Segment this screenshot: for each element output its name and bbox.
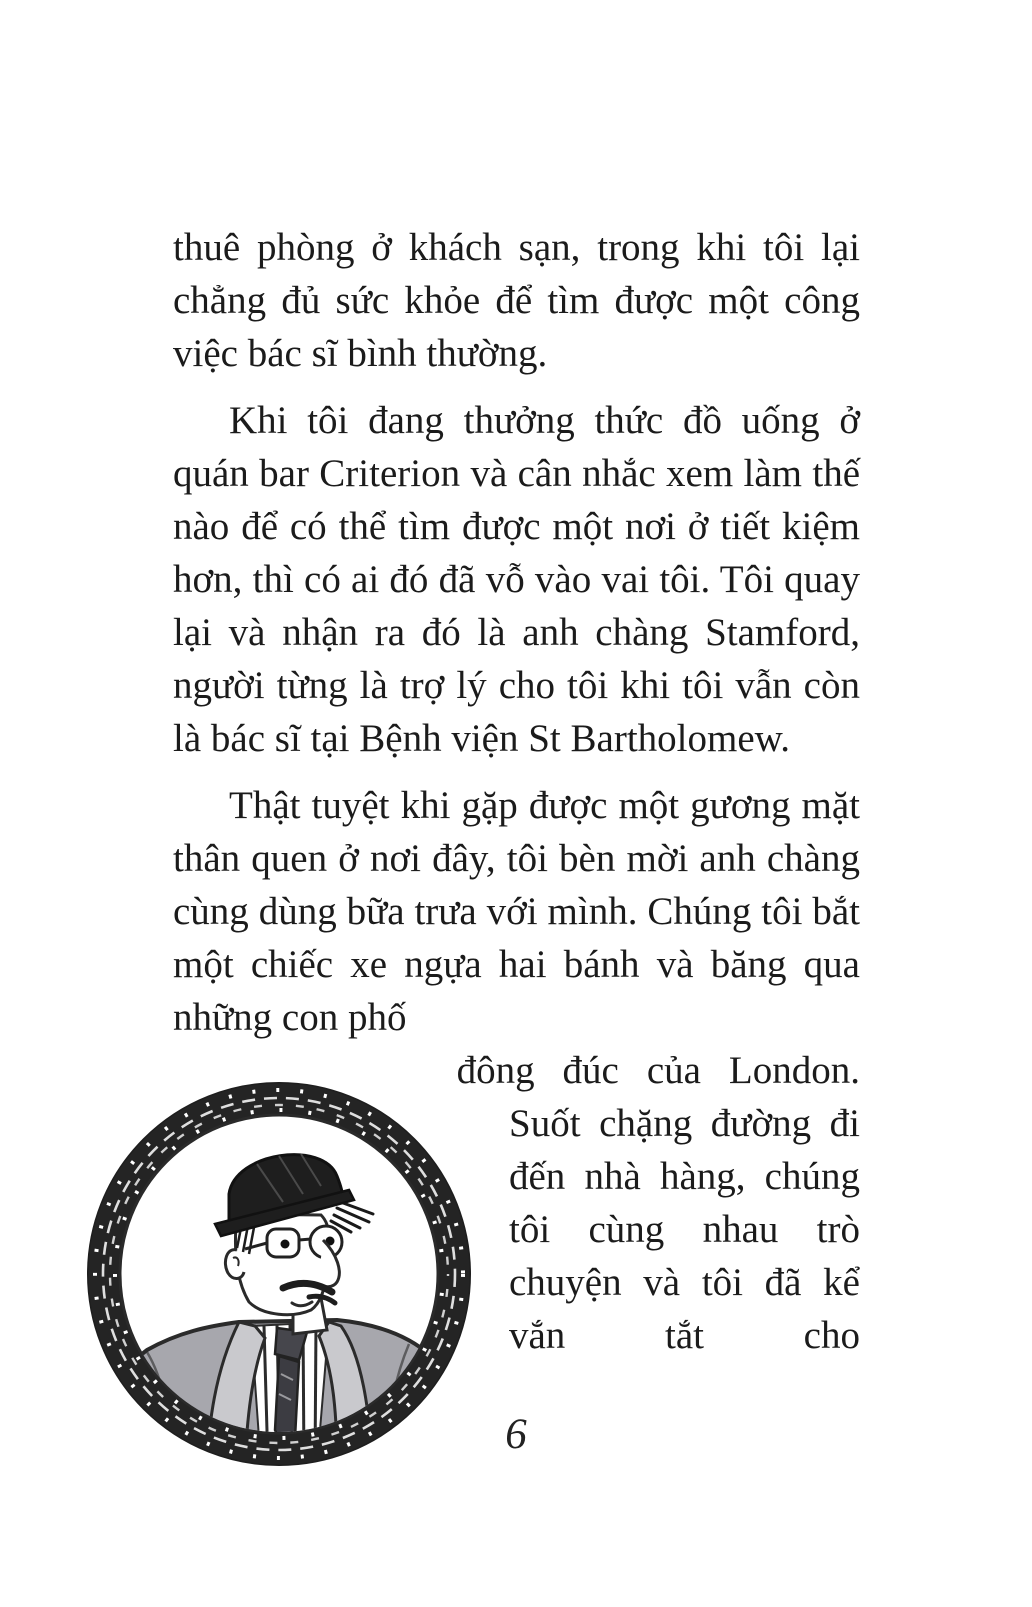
paragraph-1: thuê phòng ở khách sạn, trong khi tôi lại chẳng đủ sức khỏe để tìm được một công việc bác sĩ bình thường.	[173, 226, 860, 375]
paragraph-3-before-image: Thật tuyệt khi gặp được một gương mặt thân quen ở nơi đây, tôi bèn mời anh chàng cùng dùng bữa trưa với mình. Chúng tôi bắt một chiếc xe ngựa hai bánh và băng qua những con phố	[173, 784, 860, 1039]
man-in-bowler-hat-drawing	[87, 1082, 471, 1466]
page-number: 6	[505, 1411, 527, 1458]
paragraph-3-after-image: đông đúc của London. Suốt chặng đường đi đến nhà hàng, chúng tôi cùng nhau trò chuyện và tôi đã kể vắn tắt cho	[456, 1049, 860, 1357]
text-column	[173, 221, 860, 1504]
paragraph-2: Khi tôi đang thưởng thức đồ uống ở quán bar Criterion và cân nhắc xem làm thế nào để có thể tìm được một nơi ở tiết kiệm hơn, thì có ai đó đã vỗ vào vai tôi. Tôi quay lại và nhận ra đó là anh chàng Stamford, người từng là trợ lý cho tôi khi tôi vẫn còn là bác sĩ tại Bệnh viện St Bartholomew.	[173, 399, 860, 760]
